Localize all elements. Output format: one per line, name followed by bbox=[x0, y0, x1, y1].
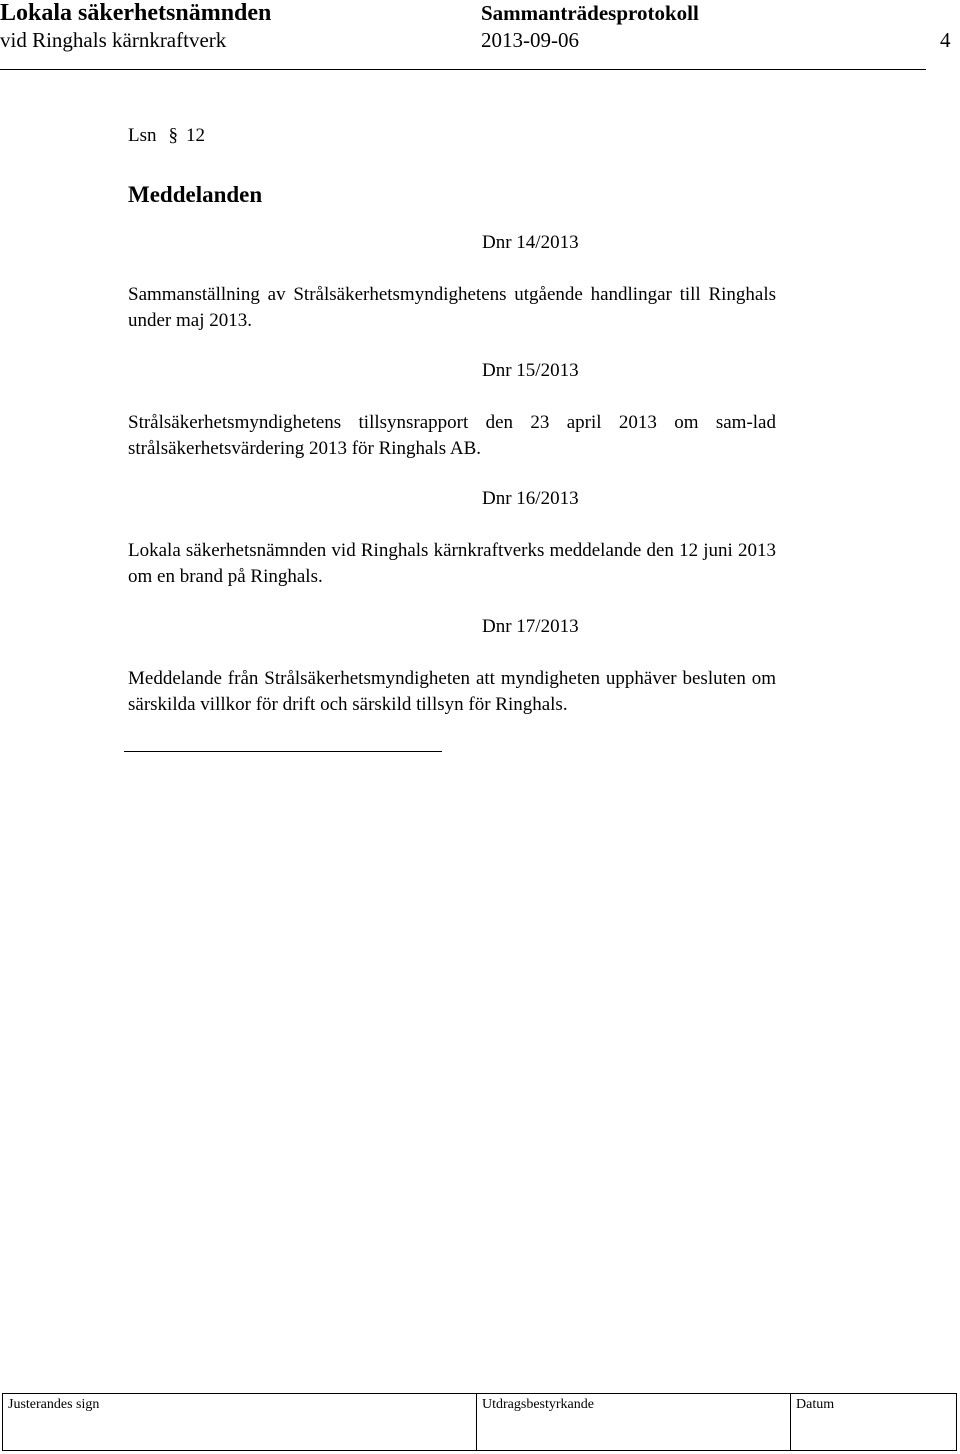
section-title: Meddelanden bbox=[128, 182, 263, 207]
item-text: Lokala säkerhetsnämnden vid Ringhals kärnkraftverks meddelande den 12 juni 2013 om en brand på Ringhals. bbox=[128, 540, 776, 587]
dnr-label: Dnr 14/2013 bbox=[482, 232, 579, 253]
organization-name: Lokala säkerhetsnämnden bbox=[0, 0, 272, 26]
header-divider bbox=[0, 69, 926, 70]
paragraph-sign: § bbox=[168, 125, 178, 146]
justerandes-sign-cell: Justerandes sign bbox=[3, 1394, 477, 1451]
page-number: 4 bbox=[940, 28, 951, 52]
lsn-label: Lsn bbox=[128, 125, 157, 146]
dnr-label: Dnr 17/2013 bbox=[482, 616, 579, 637]
item-text: Sammanställning av Strålsäkerhetsmyndighetens utgående handlingar till Ringhals under maj 2013. bbox=[128, 284, 776, 331]
end-of-section-rule bbox=[124, 751, 442, 752]
dnr-label: Dnr 16/2013 bbox=[482, 488, 579, 509]
datum-cell: Datum bbox=[791, 1394, 957, 1451]
paragraph-number: 12 bbox=[186, 125, 205, 146]
utdragsbestyrkande-cell: Utdragsbestyrkande bbox=[477, 1394, 791, 1451]
meeting-date: 2013-09-06 bbox=[481, 28, 579, 52]
section-number bbox=[128, 123, 205, 149]
organization-subtitle: vid Ringhals kärnkraftverk bbox=[0, 28, 227, 52]
dnr-label: Dnr 15/2013 bbox=[482, 360, 579, 381]
document-type: Sammanträdesprotokoll bbox=[481, 1, 699, 25]
signature-table bbox=[2, 1393, 957, 1451]
item-text: Strålsäkerhetsmyndighetens tillsynsrapport den 23 april 2013 om sam-lad strålsäkerhetsvärdering 2013 för Ringhals AB. bbox=[128, 412, 776, 459]
item-text: Meddelande från Strålsäkerhetsmyndigheten att myndigheten upphäver besluten om särskilda villkor för drift och särskild tillsyn för Ringhals. bbox=[128, 668, 776, 715]
